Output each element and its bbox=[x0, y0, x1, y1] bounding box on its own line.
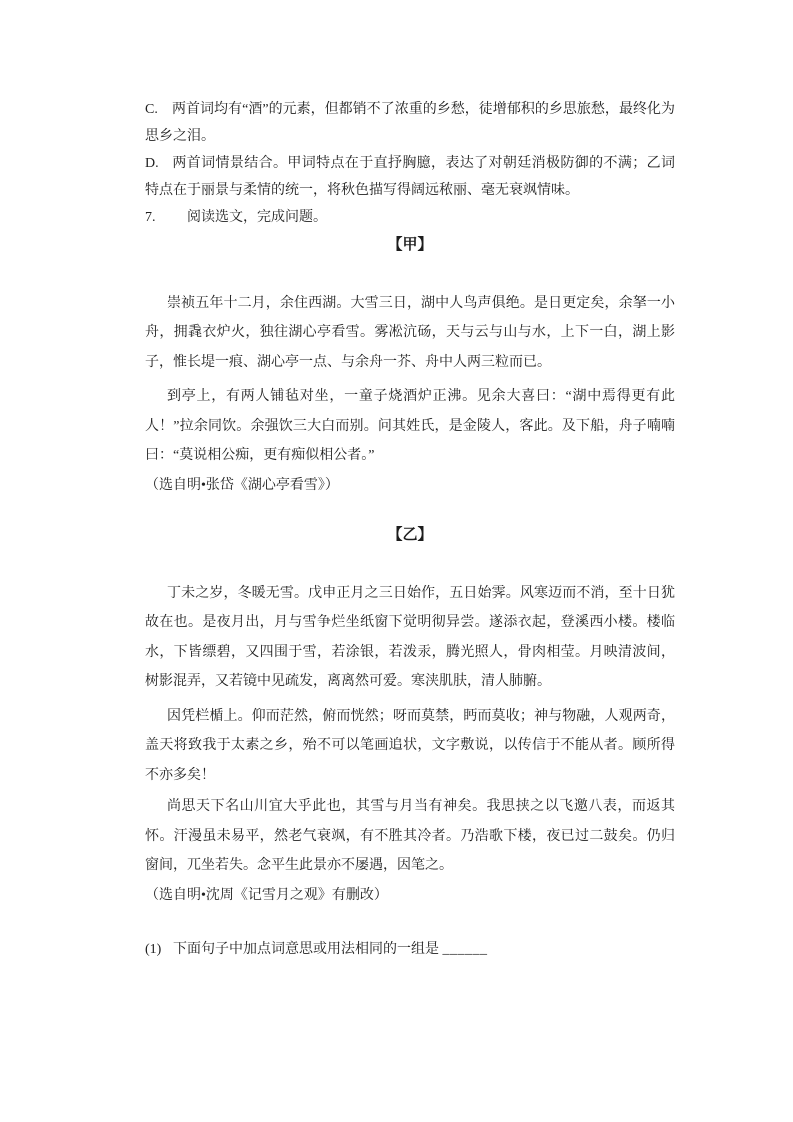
question-7 bbox=[145, 204, 675, 231]
option-d-text: 两首词情景结合。甲词特点在于直抒胸臆，表达了对朝廷消极防御的不满；乙词特点在于丽景与柔情的统一，将秋色描写得阔远秾丽、毫无衰飒情味。 bbox=[145, 156, 675, 198]
option-c-text: 两首词均有“酒”的元素，但都销不了浓重的乡愁，徒增郁积的乡思旅愁，最终化为思乡之泪。 bbox=[145, 102, 675, 144]
sub-question-1-text: 下面句子中加点词意思或用法相同的一组是 bbox=[173, 942, 439, 957]
sub-question-1 bbox=[145, 936, 675, 963]
option-d bbox=[145, 150, 675, 204]
question-7-number: 7. bbox=[145, 210, 156, 225]
option-c bbox=[145, 96, 675, 150]
answer-blank: ______ bbox=[442, 942, 488, 957]
sub-question-1-number: (1) bbox=[145, 942, 162, 957]
passage-jia-heading: 【甲】 bbox=[387, 237, 433, 253]
passage-yi-paragraph-1: 丁未之岁，冬暖无雪。戊申正月之三日始作，五日始霁。风寒迈而不消，至十日犹故在也。是夜月出，月与雪争烂坐纸窗下觉明彻异尝。遂添衣起，登溪西小楼。楼临水，下皆缥碧，又四围于雪，若涂银，若泼汞，腾光照人，骨肉相莹。月映清波间，树影混弄，又若镜中见疏发，离离然可爱。寒浃肌肤，清人肺腑。 bbox=[145, 585, 675, 689]
text-column bbox=[145, 96, 675, 963]
question-7-text: 阅读选文，完成问题。 bbox=[187, 210, 327, 225]
passage-yi-paragraph-2: 因凭栏楯上。仰而茫然，俯而恍然；呀而莫禁，眄而莫收；神与物融，人观两奇，盖天将致我于太素之乡，殆不可以笔画追状，文字敷说，以传信于不能从者。顾所得不亦多矣！ bbox=[145, 708, 675, 783]
passage-jia-citation: （选自明•张岱《湖心亭看雪》） bbox=[145, 477, 339, 493]
passage-yi-paragraph-3: 尚思天下名山川宜大乎此也，其雪与月当有神矣。我思挟之以飞邀八表，而返其怀。汗漫虽未易平，然老气衰飒，有不胜其冷者。乃浩歌下楼，夜已过二鼓矣。仍归窗间，兀坐若失。念平生此景亦不屡遇，因笔之。 bbox=[145, 799, 675, 873]
passage-yi-citation: （选自明•沈周《记雪月之观》有删改） bbox=[145, 887, 388, 903]
option-c-label: C. bbox=[145, 102, 158, 117]
option-d-label: D. bbox=[145, 156, 159, 171]
passage-jia-paragraph-2: 到亭上，有两人铺毡对坐，一童子烧酒炉正沸。见余大喜曰：“湖中焉得更有此人！”拉余同饮。余强饮三大白而别。问其姓氏，是金陵人，客此。及下船，舟子喃喃曰：“莫说相公痴，更有痴似相公者。” bbox=[145, 389, 675, 463]
passage-yi-heading: 【乙】 bbox=[387, 527, 433, 543]
passage-jia-paragraph-1: 崇祯五年十二月，余住西湖。大雪三日，湖中人鸟声俱绝。是日更定矣，余拏一小舟，拥毳衣炉火，独往湖心亭看雪。雾凇沆砀，天与云与山与水，上下一白，湖上影子，惟长堤一痕、湖心亭一点、与余舟一芥、舟中人两三粒而已。 bbox=[145, 295, 675, 370]
